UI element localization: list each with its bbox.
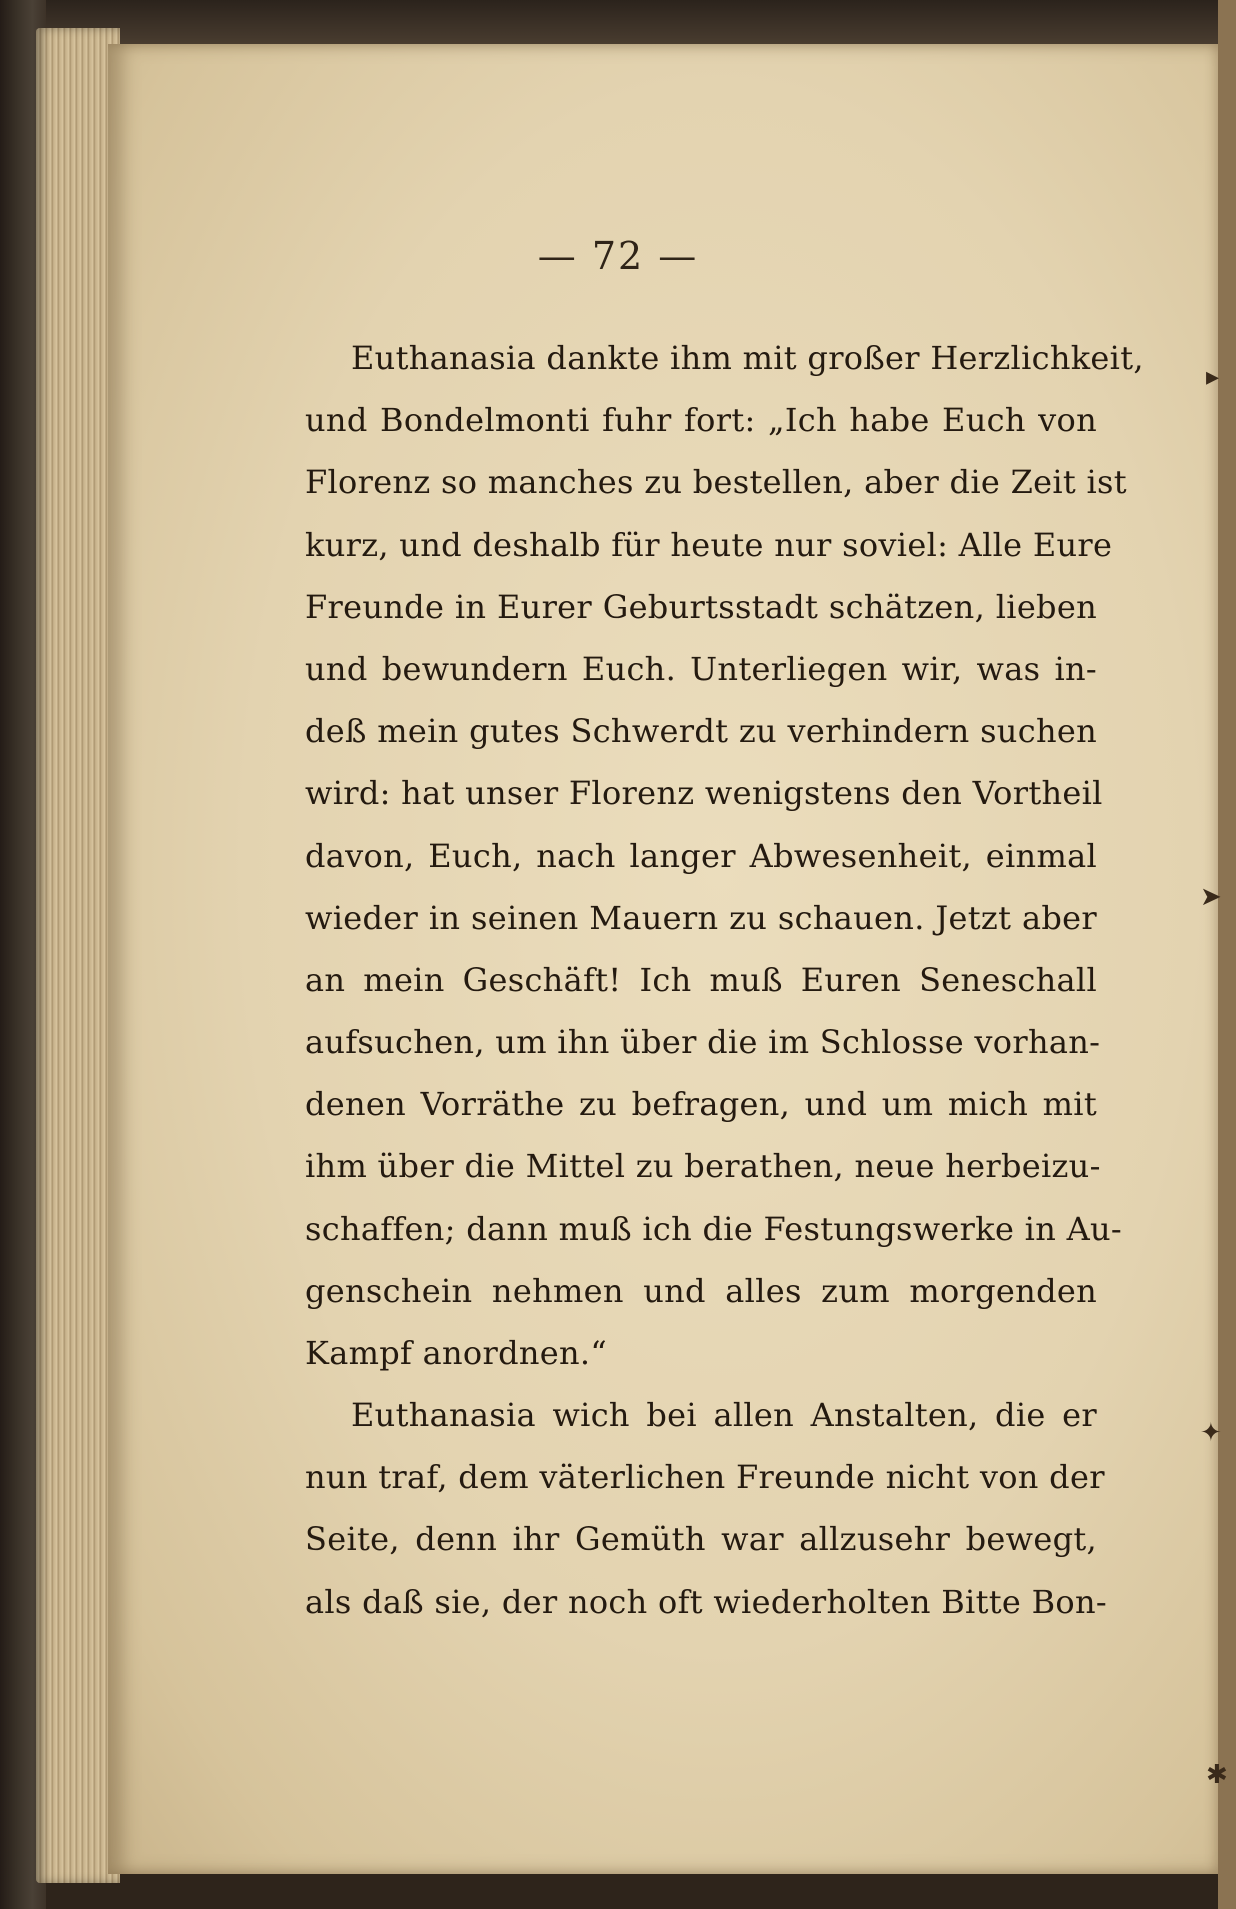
text-line: denen Vorräthe zu befragen, und um mich mit bbox=[305, 1085, 1097, 1124]
text-line: Euthanasia dankte ihm mit großer Herzlichkeit, bbox=[351, 339, 1144, 377]
margin-mark-icon: ▸ bbox=[1206, 362, 1220, 392]
text-line: Euthanasia wich bei allen Anstalten, die er bbox=[351, 1396, 1097, 1434]
text-line: Seite, denn ihr Gemüth war allzusehr bewegt, bbox=[305, 1520, 1097, 1559]
text-line: schaffen; dann muß ich die Festungswerke in Au- bbox=[305, 1209, 1123, 1248]
margin-mark-icon: ✦ bbox=[1200, 1418, 1222, 1448]
top-edge-shadow bbox=[0, 0, 1236, 46]
text-line: wird: hat unser Florenz wenigstens den Vortheil bbox=[305, 774, 1103, 813]
paragraph-2 bbox=[305, 1384, 1108, 1633]
book-edge-right bbox=[1218, 0, 1236, 1909]
text-line: Freunde in Eurer Geburtsstadt schätzen, lieben bbox=[305, 587, 1097, 626]
page-number: — 72 — bbox=[537, 234, 699, 278]
text-line: an mein Geschäft! Ich muß Euren Seneschall bbox=[305, 960, 1097, 999]
text-line: als daß sie, der noch oft wiederholten Bitte Bon- bbox=[305, 1582, 1108, 1621]
text-line: und bewundern Euch. Unterliegen wir, was in- bbox=[305, 649, 1097, 688]
margin-mark-icon: ✱ bbox=[1206, 1760, 1228, 1790]
text-line: nun traf, dem väterlichen Freunde nicht von der bbox=[305, 1458, 1105, 1497]
text-line: Florenz so manches zu bestellen, aber die Zeit ist bbox=[305, 463, 1127, 502]
text-line: genschein nehmen und alles zum morgenden bbox=[305, 1271, 1097, 1310]
text-line: aufsuchen, um ihn über die im Schlosse vorhan- bbox=[305, 1023, 1101, 1062]
text-line: kurz, und deshalb für heute nur soviel: Alle Eure bbox=[305, 525, 1113, 564]
text-line: davon, Euch, nach langer Abwesenheit, einmal bbox=[305, 836, 1097, 875]
text-line: ihm über die Mittel zu berathen, neue herbeizu- bbox=[305, 1147, 1101, 1186]
text-line: deß mein gutes Schwerdt zu verhindern suchen bbox=[305, 712, 1097, 751]
margin-mark-icon: ➤ bbox=[1200, 882, 1222, 912]
paragraph-1 bbox=[305, 327, 1144, 1384]
text-line: und Bondelmonti fuhr fort: „Ich habe Euch von bbox=[305, 401, 1097, 440]
text-line: wieder in seinen Mauern zu schauen. Jetzt aber bbox=[305, 898, 1097, 937]
text-line: Kampf anordnen.“ bbox=[305, 1334, 608, 1372]
